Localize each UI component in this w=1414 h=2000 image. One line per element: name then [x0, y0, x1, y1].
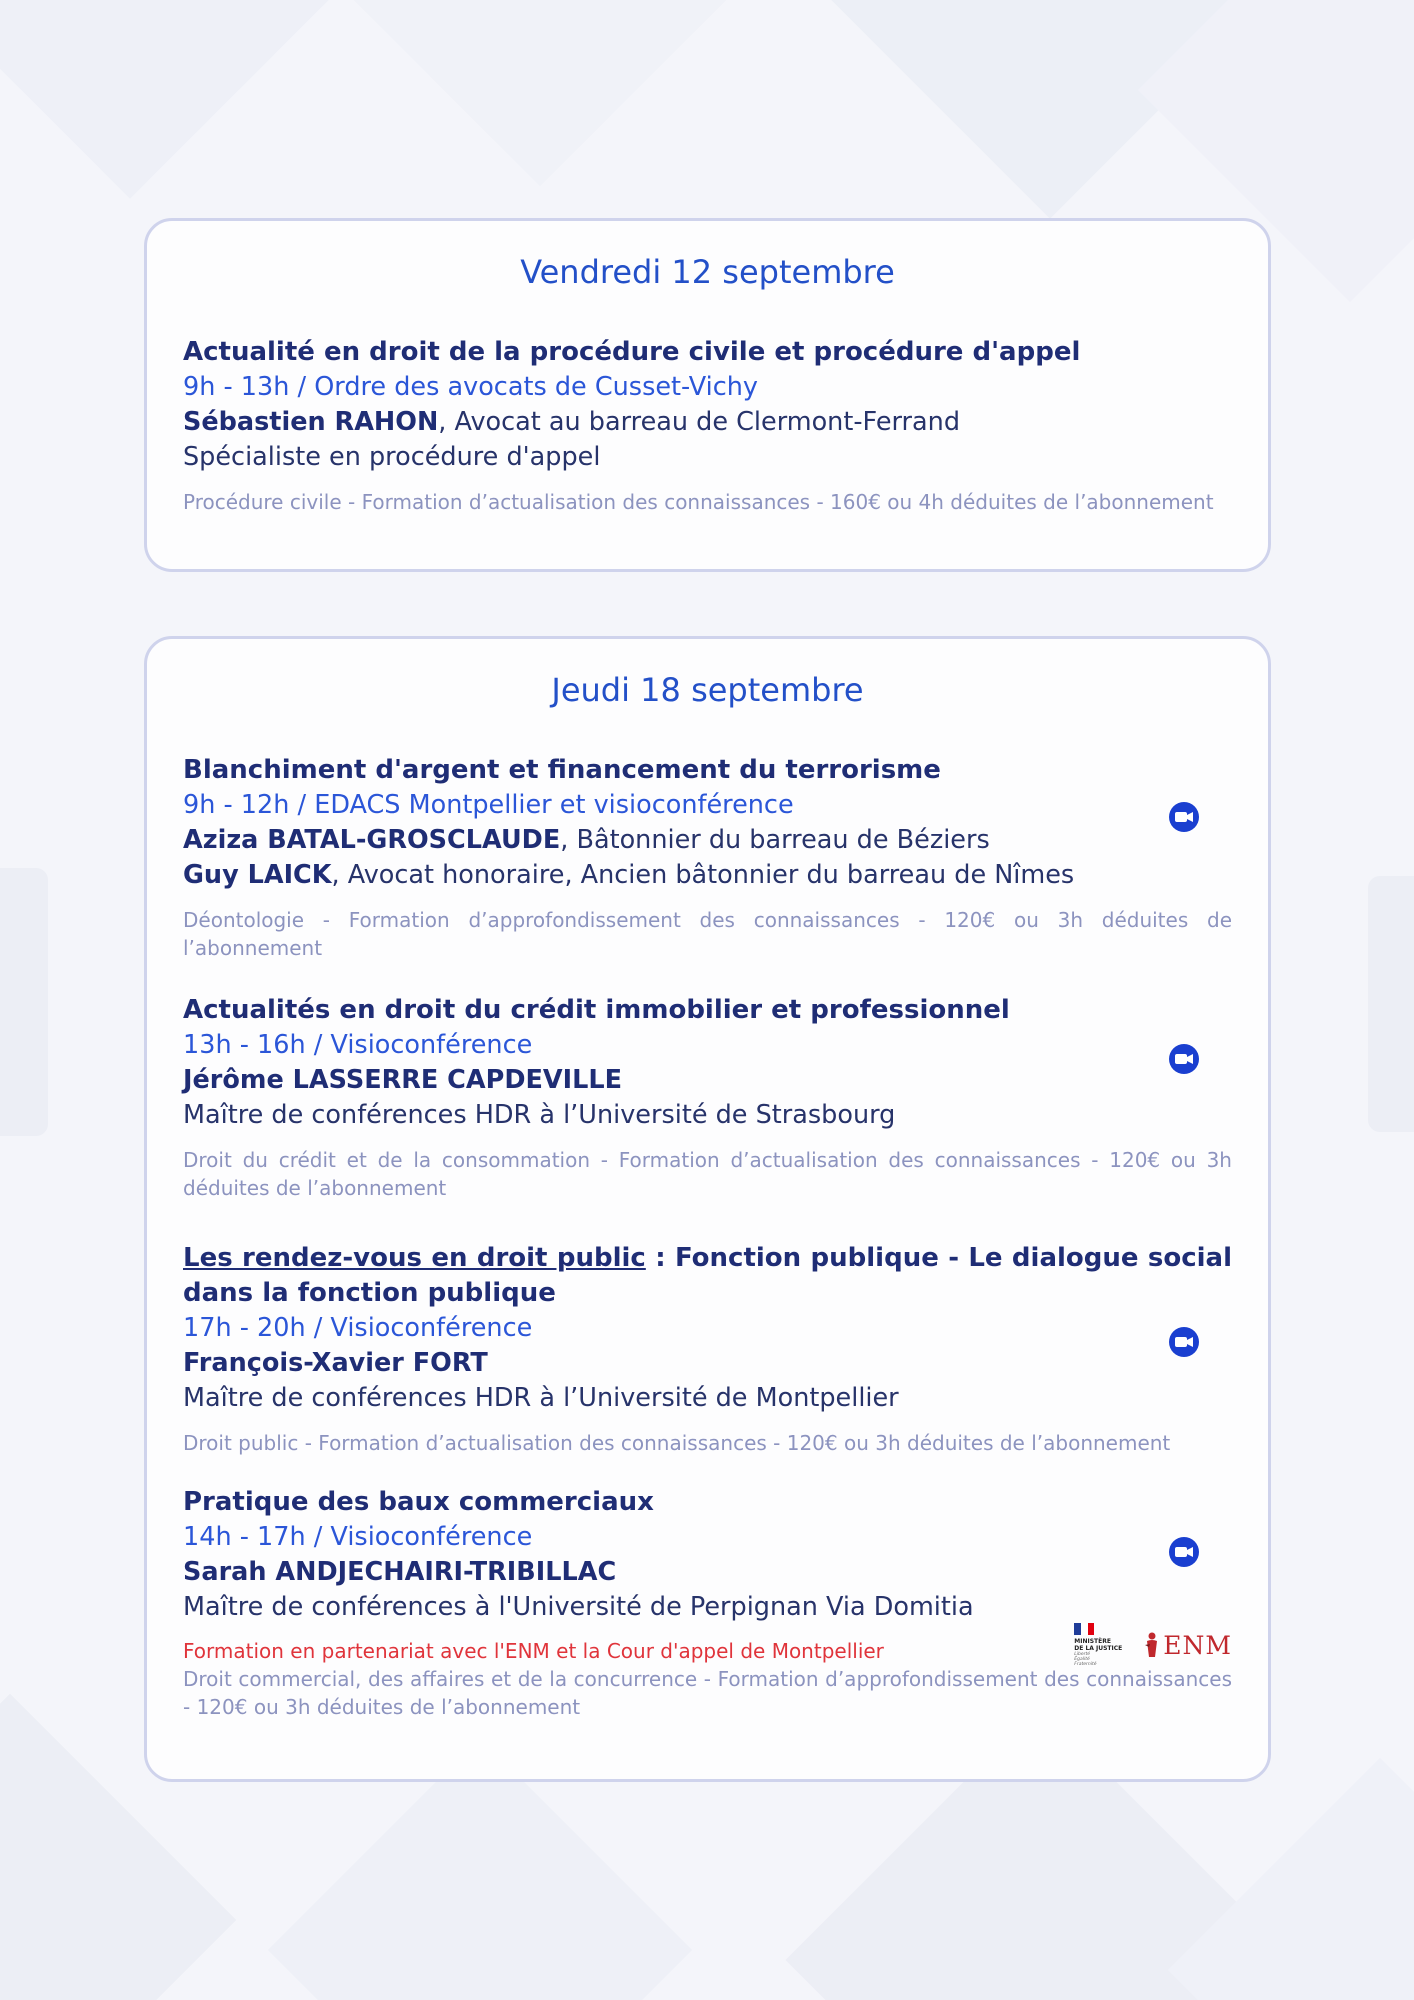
session-droit-public [183, 1241, 1232, 1457]
enm-logo [1144, 1631, 1232, 1660]
video-camera-icon [1169, 1537, 1199, 1567]
speaker-name: Aziza BATAL-GROSCLAUDE [183, 825, 561, 855]
session-meta: Procédure civile - Formation d’actualisation des connaissances - 160€ ou 4h déduites de l’abonnement [183, 490, 1214, 514]
day-title: Jeudi 18 septembre [551, 671, 864, 709]
session-title: Pratique des baux commerciaux [183, 1487, 654, 1517]
session-time: 9h - 12h / EDACS Montpellier et visioconférence [183, 790, 794, 820]
video-camera-icon [1169, 802, 1199, 832]
speaker-line [183, 823, 1232, 858]
enm-emblem-icon [1144, 1631, 1160, 1659]
session-title-rest: : Fonction publique - Le dialogue social dans la fonction publique [183, 1243, 1232, 1308]
ministry-name-line2: DE LA JUSTICE [1074, 1645, 1123, 1652]
ministry-of-justice-logo [1074, 1623, 1122, 1667]
partnership-note: Formation en partenariat avec l'ENM et la Cour d'appel de Montpellier [183, 1639, 884, 1663]
speaker-role: Maître de conférences HDR à l’Université de Strasbourg [183, 1100, 896, 1130]
speaker-line [183, 1063, 1232, 1098]
session-meta: Déontologie - Formation d’approfondissement des connaissances - 120€ ou 3h déduites de l’abonnement [183, 908, 1232, 960]
session-time: 17h - 20h / Visioconférence [183, 1313, 533, 1343]
french-flag-icon [1074, 1623, 1094, 1635]
speaker-line [183, 1346, 1232, 1381]
day-title: Vendredi 12 septembre [520, 253, 895, 291]
session-title: Actualités en droit du crédit immobilier et professionnel [183, 995, 1010, 1025]
speaker-role: Maître de conférences HDR à l’Université de Montpellier [183, 1383, 899, 1413]
session-time: 14h - 17h / Visioconférence [183, 1522, 533, 1552]
speaker-name: François-Xavier FORT [183, 1348, 488, 1378]
speaker-role: Maître de conférences à l'Université de Perpignan Via Domitia [183, 1592, 974, 1622]
speaker-name: Jérôme LASSERRE CAPDEVILLE [183, 1065, 623, 1095]
session-meta: Droit du crédit et de la consommation - Formation d’actualisation des connaissances - 120€ ou 3h déduites de l’abonnement [183, 1148, 1232, 1200]
ministry-name-line1: MINISTÈRE [1074, 1638, 1111, 1645]
speaker-name: Sarah ANDJECHAIRI-TRIBILLAC [183, 1557, 617, 1587]
speaker-role: , Avocat au barreau de Clermont-Ferrand [438, 407, 961, 437]
speaker-role: , Bâtonnier du barreau de Béziers [560, 825, 990, 855]
speaker-line [183, 1555, 1232, 1590]
partner-logos [1074, 1623, 1232, 1667]
speaker-role: , Avocat honoraire, Ancien bâtonnier du barreau de Nîmes [331, 860, 1075, 890]
ministry-motto: Liberté [1074, 1652, 1091, 1657]
speaker-name: Guy LAICK [183, 860, 332, 890]
speaker-name: Sébastien RAHON [183, 407, 439, 437]
session-blanchiment [183, 753, 1232, 962]
session-title: Actualité en droit de la procédure civile et procédure d'appel [183, 337, 1081, 367]
series-link[interactable]: Les rendez-vous en droit public [183, 1243, 646, 1273]
day-card-jeudi [144, 636, 1271, 1782]
ministry-motto: Fraternité [1074, 1662, 1097, 1667]
session-baux-commerciaux [183, 1485, 1232, 1721]
speaker-line [183, 858, 1232, 893]
speaker-line [183, 405, 1232, 440]
video-camera-icon [1169, 1327, 1199, 1357]
session-meta: Droit public - Formation d’actualisation des connaissances - 120€ ou 3h déduites de l’abonnement [183, 1431, 1171, 1455]
session-meta: Droit commercial, des affaires et de la concurrence - Formation d’approfondissement des connaissances - 120€ ou 3h déduites de l’abonnement [183, 1667, 1232, 1719]
video-camera-icon [1169, 1044, 1199, 1074]
session-time: 9h - 13h / Ordre des avocats de Cusset-Vichy [183, 372, 758, 402]
ministry-motto: Égalité [1074, 1657, 1090, 1662]
session-procedure-civile [183, 335, 1232, 516]
speaker-specialty: Spécialiste en procédure d'appel [183, 442, 601, 472]
session-credit-immobilier [183, 993, 1232, 1202]
session-title [183, 1241, 1232, 1311]
enm-wordmark: ENM [1163, 1630, 1232, 1660]
day-card-vendredi [144, 218, 1271, 572]
session-time: 13h - 16h / Visioconférence [183, 1030, 533, 1060]
session-title: Blanchiment d'argent et financement du terrorisme [183, 755, 941, 785]
